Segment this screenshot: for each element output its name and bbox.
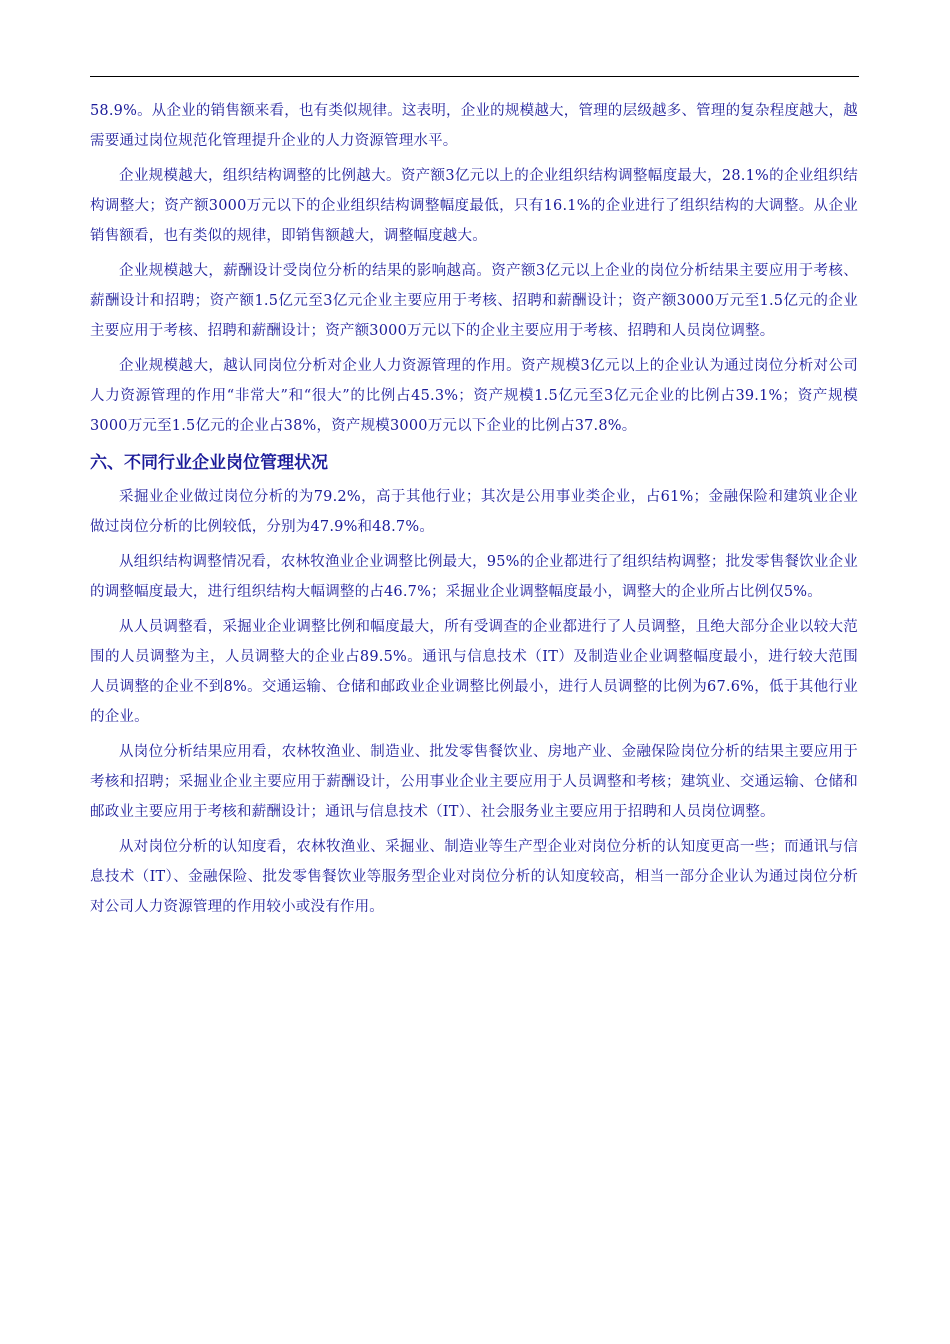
paragraph-recognition-scale: 企业规模越大，越认同岗位分析对企业人力资源管理的作用。资产规模3亿元以上的企业认为通过岗位分析对公司人力资源管理的作用“非常大”和“很大”的比例占45.3%；资产规模1.5亿元至3亿元企业的比例占39.1%；资产规模3000万元至1.5亿元的企业占38%，资产规模3000万元以下企业的比例占37.8%。 [90,358,858,434]
paragraph-industry-recognition: 从对岗位分析的认知度看，农林牧渔业、采掘业、制造业等生产型企业对岗位分析的认知度更高一些；而通讯与信息技术（IT）、金融保险、批发零售餐饮业等服务型企业对岗位分析的认知度较高，相当一部分企业认为通过岗位分析对公司人力资源管理的作用较小或没有作用。 [90,839,858,915]
section-heading: 六、不同行业企业岗位管理状况 [90,453,328,473]
paragraph-continuation: 58.9%。从企业的销售额来看，也有类似规律。这表明，企业的规模越大，管理的层级越多、管理的复杂程度越大，越需要通过岗位规范化管理提升企业的人力资源管理水平。 [90,103,858,149]
paragraph-org-structure-scale: 企业规模越大，组织结构调整的比例越大。资产额3亿元以上的企业组织结构调整幅度最大，28.1%的企业组织结构调整大；资产额3000万元以下的企业组织结构调整幅度最低，只有16.1%的企业进行了组织结构的大调整。从企业销售额看，也有类似的规律，即销售额越大，调整幅度越大。 [90,168,858,244]
paragraph-salary-design-scale: 企业规模越大，薪酬设计受岗位分析的结果的影响越高。资产额3亿元以上企业的岗位分析结果主要应用于考核、薪酬设计和招聘；资产额1.5亿元至3亿元企业主要应用于考核、招聘和薪酬设计；资产额3000万元至1.5亿元的企业主要应用于考核、招聘和薪酬设计；资产额3000万元以下的企业主要应用于考核、招聘和人员岗位调整。 [90,263,858,339]
paragraph-industry-staff-adjustment: 从人员调整看，采掘业企业调整比例和幅度最大，所有受调查的企业都进行了人员调整，且绝大部分企业以较大范围的人员调整为主，人员调整大的企业占89.5%。通讯与信息技术（IT）及制造业企业调整幅度最小，进行较大范围人员调整的企业不到8%。交通运输、仓储和邮政业企业调整比例最小，进行人员调整的比例为67.6%，低于其他行业的企业。 [90,619,858,725]
document-body [90,96,858,927]
paragraph-industry-application: 从岗位分析结果应用看，农林牧渔业、制造业、批发零售餐饮业、房地产业、金融保险岗位分析的结果主要应用于考核和招聘；采掘业企业主要应用于薪酬设计，公用事业企业主要应用于人员调整和考核；建筑业、交通运输、仓储和邮政业主要应用于考核和薪酬设计；通讯与信息技术（IT）、社会服务业主要应用于招聘和人员岗位调整。 [90,744,858,820]
paragraph-industry-org-structure: 从组织结构调整情况看，农林牧渔业企业调整比例最大，95%的企业都进行了组织结构调整；批发零售餐饮业企业的调整幅度最大，进行组织结构大幅调整的占46.7%；采掘业企业调整幅度最小，调整大的企业所占比例仅5%。 [90,554,858,600]
header-rule [90,76,859,77]
paragraph-industry-analysis: 采掘业企业做过岗位分析的为79.2%，高于其他行业；其次是公用事业类企业，占61%；金融保险和建筑业企业做过岗位分析的比例较低，分别为47.9%和48.7%。 [90,489,858,535]
